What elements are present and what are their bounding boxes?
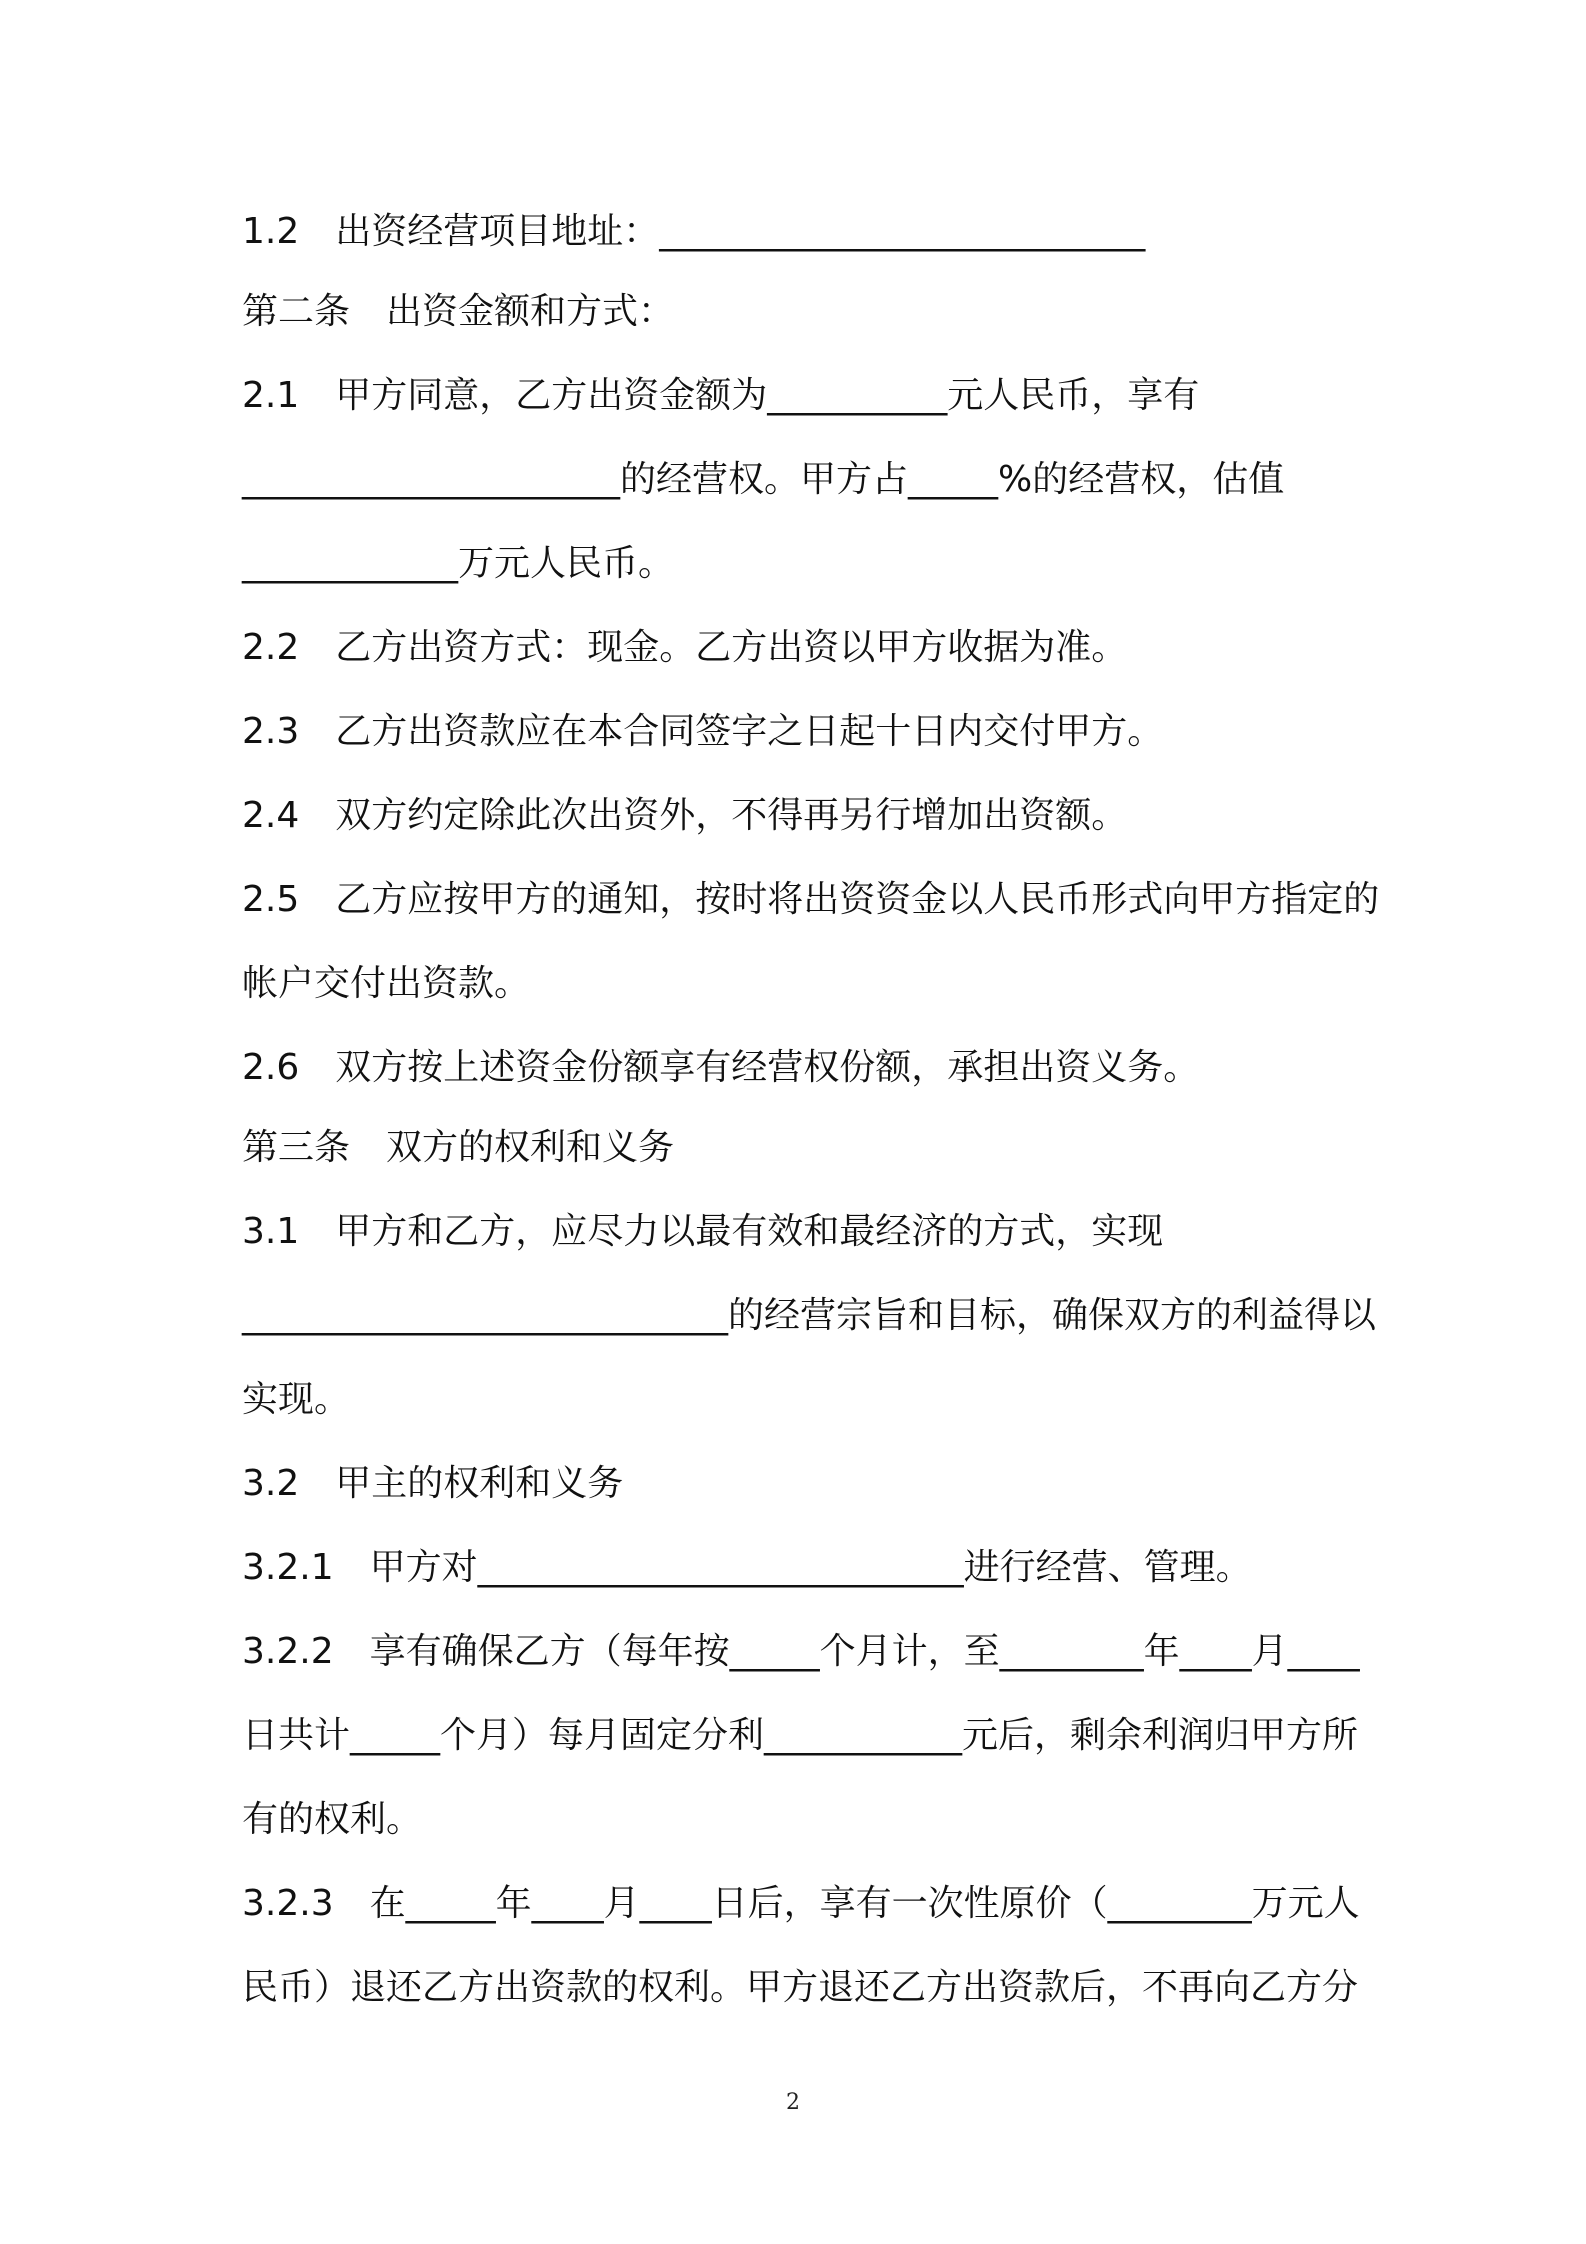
- text-line: 实现。: [242, 1379, 351, 1420]
- text-line: 2.2 乙方出资方式：现金。乙方出资以甲方收据为准。: [242, 627, 1128, 668]
- text-line: 2.3 乙方出资款应在本合同签字之日起十日内交付甲方。: [242, 711, 1164, 752]
- text-line: 3.2.3 在_____年____月____日后，享有一次性原价（________万元人: [242, 1883, 1360, 1924]
- text-line: 2.6 双方按上述资金份额享有经营权份额，承担出资义务。: [242, 1047, 1200, 1088]
- text-line: 3.1 甲方和乙方，应尽力以最有效和最经济的方式，实现: [242, 1211, 1164, 1252]
- text-line: 帐户交付出资款。: [242, 963, 531, 1004]
- text-line: 有的权利。: [242, 1799, 423, 1840]
- page-number: 2: [786, 2090, 800, 2115]
- text-line: 2.1 甲方同意，乙方出资金额为__________元人民币，享有: [242, 375, 1200, 416]
- text-line: ___________________________的经营宗旨和目标，确保双方的利益得以: [242, 1295, 1377, 1336]
- text-line: 2.5 乙方应按甲方的通知，按时将出资资金以人民币形式向甲方指定的: [242, 879, 1380, 920]
- text-line: ____________万元人民币。: [242, 543, 675, 584]
- text-line: 民币）退还乙方出资款的权利。甲方退还乙方出资款后，不再向乙方分: [242, 1967, 1359, 2008]
- text-line: _____________________的经营权。甲方占_____%的经营权，估值: [242, 459, 1285, 500]
- text-line: 日共计_____个月）每月固定分利___________元后，剩余利润归甲方所: [242, 1715, 1359, 1756]
- section-heading: 第二条 出资金额和方式：: [242, 291, 675, 332]
- text-line: 3.2.2 享有确保乙方（每年按_____个月计，至________年____月____: [242, 1631, 1360, 1672]
- text-line: 2.4 双方约定除此次出资外，不得再另行增加出资额。: [242, 795, 1128, 836]
- text-line: 3.2 甲主的权利和义务: [242, 1463, 624, 1504]
- section-heading: 第三条 双方的权利和义务: [242, 1127, 675, 1168]
- text-line: 1.2 出资经营项目地址：___________________________: [242, 211, 1146, 252]
- text-line: 3.2.1 甲方对___________________________进行经营、管理。: [242, 1547, 1252, 1588]
